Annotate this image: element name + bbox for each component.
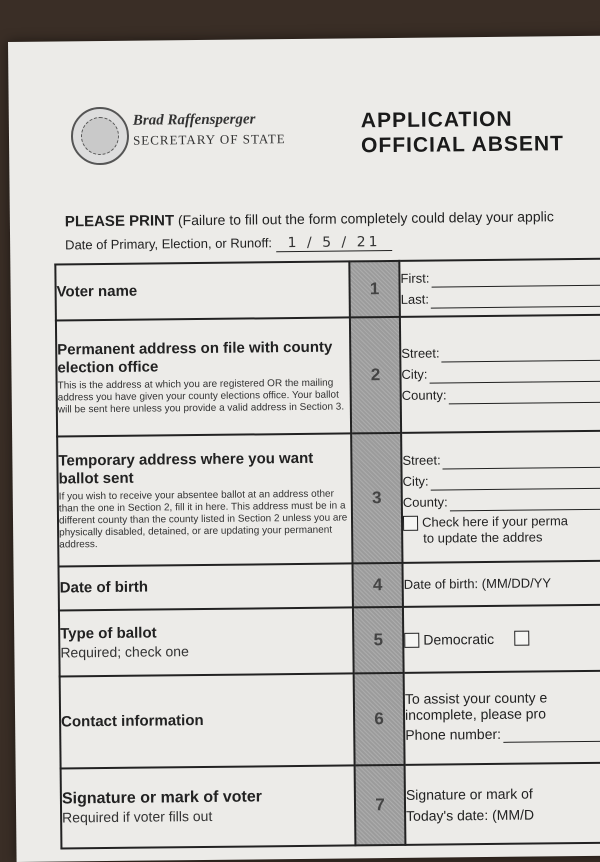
section-4-title: Date of birth bbox=[59, 578, 149, 597]
last-name-field[interactable]: Last: bbox=[401, 288, 600, 309]
document-title bbox=[361, 106, 564, 158]
date-of-birth-field[interactable]: Date of birth: (MM/DD/YY bbox=[403, 575, 552, 592]
section-signature bbox=[61, 762, 600, 848]
form-table bbox=[54, 257, 600, 849]
section-3-title: Temporary address where you want ballot sent bbox=[58, 449, 314, 487]
section-7-number: 7 bbox=[355, 765, 406, 846]
section-7-subtitle: Required if voter fills out bbox=[62, 807, 213, 826]
democratic-option[interactable]: Democratic bbox=[404, 631, 494, 649]
section-5-number: 5 bbox=[353, 607, 404, 674]
second-ballot-checkbox[interactable] bbox=[514, 631, 529, 646]
org-name: Brad Raffensperger bbox=[132, 111, 256, 129]
phone-number-field[interactable]: Phone number: bbox=[405, 723, 600, 744]
section-3-description: If you wish to receive your absentee ballot at an address other than the one in Section 2, fill it in here. This address must be in a different county than the county listed in Section 2 unless you are physically disabled, detained, or are updating your permanent address. bbox=[58, 488, 348, 550]
section-3-number: 3 bbox=[351, 433, 402, 564]
contact-note-line-2: incomplete, please pro bbox=[404, 705, 547, 723]
title-line-1: APPLICATION bbox=[360, 107, 513, 133]
section-permanent-address bbox=[56, 314, 600, 436]
section-7-title: Signature or mark of voter bbox=[61, 788, 263, 808]
section-contact-information bbox=[60, 670, 600, 768]
section-6-number: 6 bbox=[354, 673, 405, 766]
todays-date-field[interactable]: Today's date: (MM/D bbox=[406, 806, 535, 824]
title-line-2: OFFICIAL ABSENT bbox=[360, 132, 565, 158]
permanent-street-field[interactable]: Street: bbox=[401, 342, 600, 363]
democratic-checkbox[interactable] bbox=[404, 633, 419, 648]
temporary-county-field[interactable]: County: bbox=[403, 491, 600, 512]
temporary-city-field[interactable]: City: bbox=[403, 470, 600, 491]
election-date-value[interactable]: 1 / 5 / 21 bbox=[276, 234, 393, 252]
section-5-title: Type of ballot bbox=[60, 624, 157, 643]
temporary-street-field[interactable]: Street: bbox=[402, 449, 600, 470]
signature-field[interactable]: Signature or mark of bbox=[405, 785, 533, 803]
section-temporary-address bbox=[57, 430, 600, 566]
update-address-checkbox-row[interactable]: Check here if your perma to update the addres bbox=[403, 512, 600, 547]
permanent-county-field[interactable]: County: bbox=[402, 384, 600, 405]
application-form-paper bbox=[8, 35, 600, 862]
section-6-title: Contact information bbox=[61, 711, 204, 731]
first-name-field[interactable]: First: bbox=[400, 267, 600, 288]
org-title: SECRETARY OF STATE bbox=[132, 131, 286, 148]
permanent-city-field[interactable]: City: bbox=[401, 363, 600, 384]
section-2-title: Permanent address on file with county election office bbox=[57, 338, 333, 376]
section-2-number: 2 bbox=[350, 317, 401, 434]
section-2-description: This is the address at which you are registered OR the mailing address you have given your county elections office. Your ballot will be sent here unless you provide a valid address in Section 3. bbox=[57, 377, 345, 415]
section-4-number: 4 bbox=[352, 563, 402, 608]
print-warning: (Failure to fill out the form completely could delay your applic bbox=[177, 208, 554, 229]
update-address-checkbox[interactable] bbox=[403, 516, 418, 531]
contact-note-line-1: To assist your county e bbox=[404, 689, 548, 707]
section-5-subtitle: Required; check one bbox=[60, 643, 189, 661]
section-voter-name bbox=[55, 258, 600, 320]
ballot-options bbox=[404, 629, 600, 648]
election-date-row bbox=[65, 234, 393, 254]
section-1-number: 1 bbox=[349, 261, 400, 318]
section-type-of-ballot bbox=[59, 604, 600, 676]
state-seal-icon bbox=[71, 107, 130, 166]
section-date-of-birth bbox=[58, 560, 600, 610]
election-date-label: Date of Primary, Election, or Runoff: bbox=[65, 235, 273, 253]
please-print-label: PLEASE PRINT bbox=[64, 212, 175, 231]
print-instructions bbox=[65, 208, 554, 230]
section-1-title: Voter name bbox=[56, 282, 138, 301]
